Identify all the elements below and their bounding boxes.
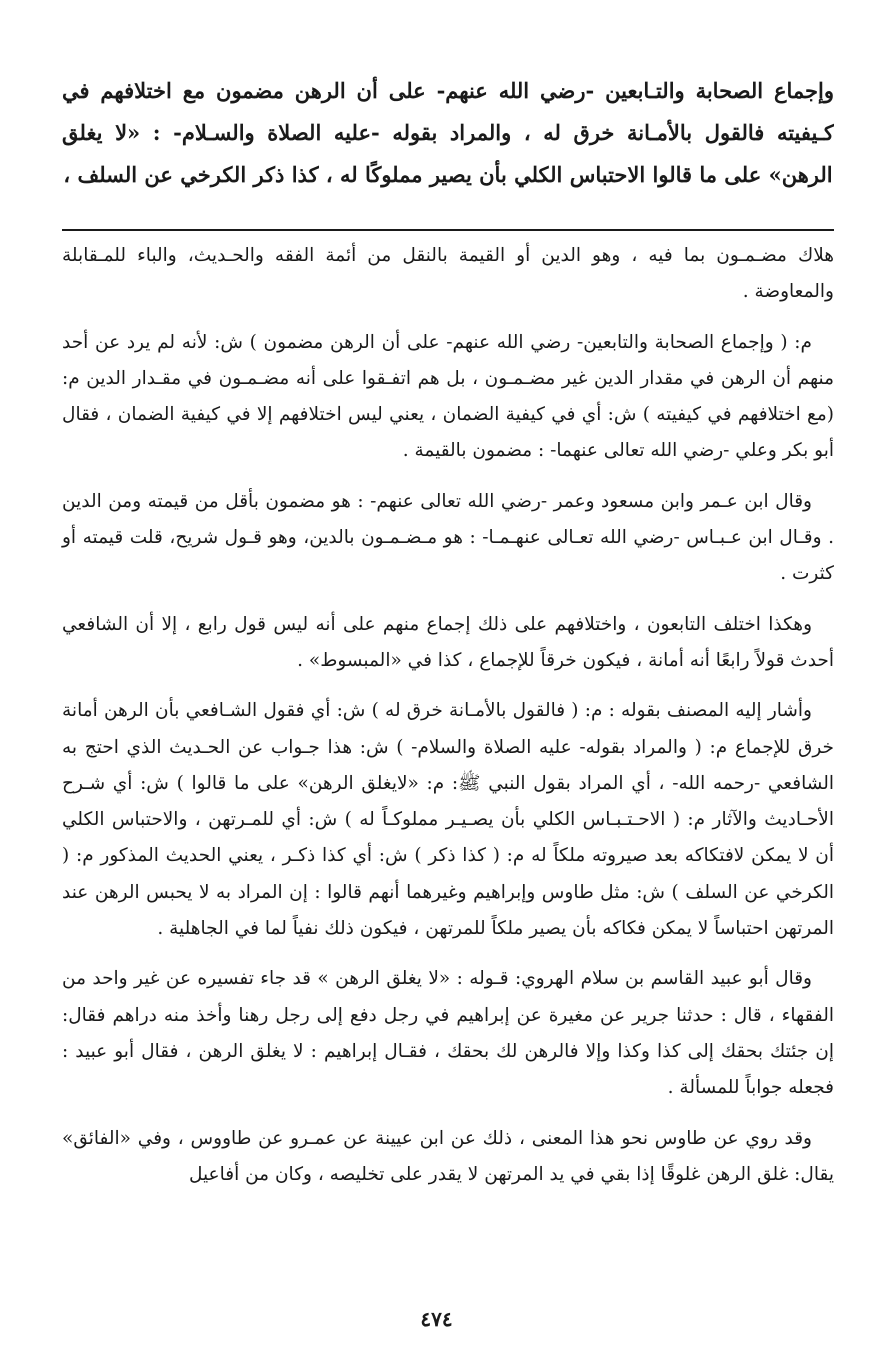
commentary-paragraph: وقد روي عن طاوس نحو هذا المعنى ، ذلك عن ابن عيينة عن عمـرو عن طاووس ، وفي «الفائق» يقال: غلق الرهن غلوقًا إذا بقي في يد المرتهن لا يقدر على تخليصه ، وكان من أفاعيل (62, 1127, 834, 1185)
page-number: ٤٧٤ (420, 1307, 453, 1331)
commentary-paragraph: م: ( وإجماع الصحابة والتابعين- رضي الله عنهم- على أن الرهن مضمون ) ش: لأنه لم يرد عن أحد منهم أن الرهن في مقدار الدين غير مضـمـون ، بل هم اتفـقوا على أنه مضـمـون في مقـدار الدين م: (مع اختلافهم في كيفيته ) ش: أي في كيفية الضمان ، يعني ليس اختلافهم إلا في كيفية الضمان ، فقال أبو بكر وعلي -رضي الله تعالى عنهما- : مضمون بالقيمة . (62, 331, 834, 462)
commentary-paragraph: وقال أبو عبيد القاسم بن سلام الهروي: قـوله : «لا يغلق الرهن » قد جاء تفسيره عن غير واحد من الفقهاء ، قال : حدثنا جرير عن مغيرة عن إبراهيم في رجل دفع إلى رجل رهنا وأخذ منه دراهم فقال: إن جئتك بحقك إلى كذا وكذا وإلا فالرهن لك بحقك ، فقـال إبراهيم : لا يغلق الرهن ، فقال أبو عبيد : فجعله جواباً للمسألة . (62, 968, 834, 1099)
commentary-paragraph: وقال ابن عـمر وابن مسعود وعمر -رضي الله تعالى عنهم- : هو مضمون بأقل من قيمته ومن الدين . وقـال ابن عـبـاس -رضي الله تعـالى عنهـمـا- : هو مـضـمـون بالدين، وهو قـول شريح، قلت قيمته أو كثرت . (62, 490, 834, 585)
divider-rule (62, 229, 834, 231)
commentary-paragraph: وهكذا اختلف التابعون ، واختلافهم على ذلك إجماع منهم على أنه ليس قول رابع ، إلا أن الشافعي أحدث قولاً رابعًا أنه أمانة ، فيكون خرقاً للإجماع ، كذا في «المبسوط» . (62, 613, 834, 671)
matn-text: وإجماع الصحابة والتـابعين -رضي الله عنهم- على أن الرهن مضمون مع اختلافهم في كـيفيته فالقول بالأمـانة خرق له ، والمراد بقوله -عليه الصلاة والسـلام- : «لا يغلق الرهن» على ما قالوا الاحتباس الكلي بأن يصير مملوكًا له ، كذا ذكر الكرخي عن السلف ، (62, 78, 834, 187)
matn-block (62, 70, 834, 200)
commentary-paragraph: هلاك مضـمـون بما فيه ، وهو الدين أو القيمة بالنقل من أئمة الفقه والحـديث، والباء للمـقابلة والمعاوضة . (62, 245, 834, 303)
commentary-block (62, 238, 834, 1207)
commentary-paragraph: وأشار إليه المصنف بقوله : م: ( فالقول بالأمـانة خرق له ) ش: أي فقول الشـافعي بأن الرهن أمانة خرق للإجماع م: ( والمراد بقوله- عليه الصلاة والسلام- ) ش: هذا جـواب عن الحـديث الذي احتج به الشافعي -رحمه الله- ، أي المراد بقول النبي ﷺ: م: «لايغلق الرهن» على ما قالوا ) ش: أي شـرح الأحـاديث والآثار م: ( الاحـتـبـاس الكلي بأن يصـيـر مملوكـاً له ) ش: أي للمـرتهن ، والاحتباس الكلي أن لا يمكن لافتكاكه بعد صيروته ملكاً له م: ( كذا ذكر ) ش: أي كذا ذكـر ، يعني الحديث المذكور م: ( الكرخي عن السلف ) ش: مثل طاوس وإبراهيم وغيرهما أنهم قالوا : إن المراد به لا يحبس الرهن عند المرتهن احتباساً لا يمكن فكاكه بأن يصير ملكاً للمرتهن ، فيكون ذلك نفياً لما في الجاهلية . (62, 700, 834, 940)
